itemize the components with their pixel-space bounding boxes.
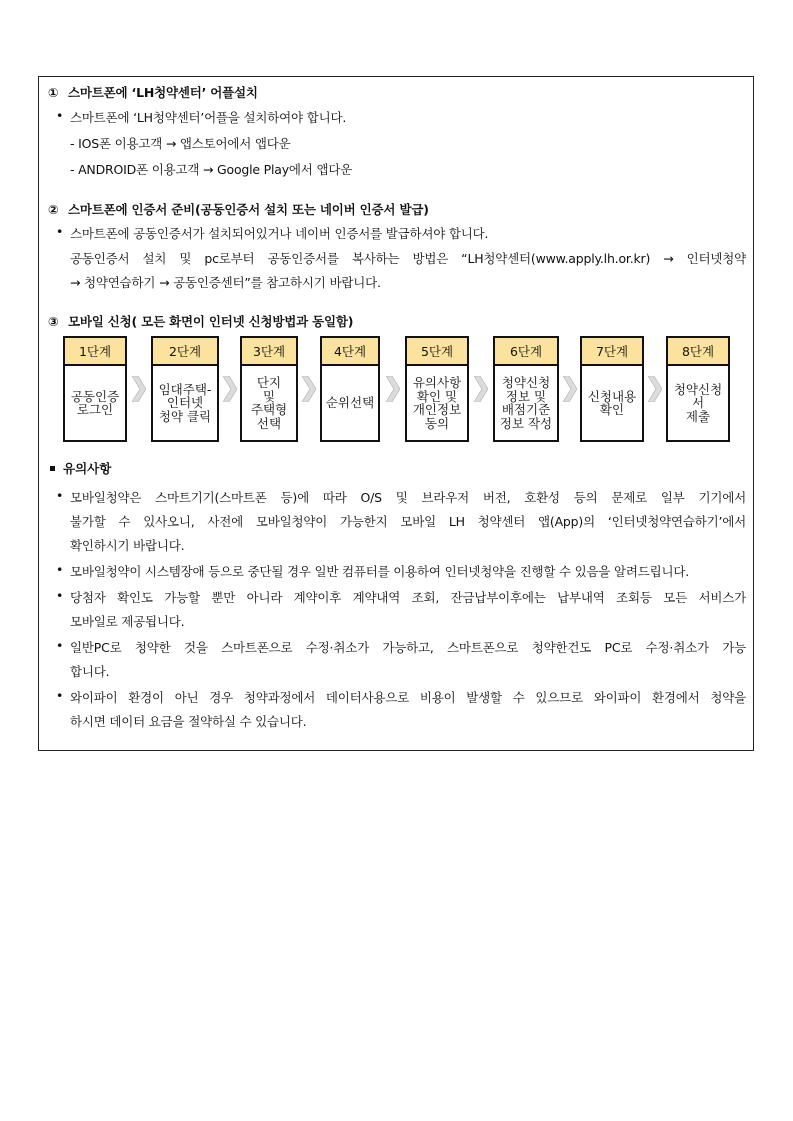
bullet: • [56,588,64,603]
notice-item-2-line-1: 모바일청약이 시스템장애 등으로 중단될 경우 일반 컴퓨터를 이용하여 인터넷청약을 진행할 수 있음을 알려드립니다. [70,564,690,579]
step-7-label: 7단계 [580,336,644,366]
step-2-label: 2단계 [151,336,219,366]
chevron-right-icon [223,376,237,402]
chevron-right-icon [474,376,488,402]
step-5-description: 유의사항 확인 및 개인정보 동의 [405,366,469,442]
notice-item-3-line-1: 당첨자 확인도 가능할 뿐만 아니라 계약이후 계약내역 조회, 잔금납부이후에는 납부내역 조회등 모든 서비스가 [70,590,746,605]
chevron-right-icon [563,376,577,402]
section3-title-text: 모바일 신청( 모든 화면이 인터넷 신청방법과 동일함) [68,314,354,329]
section2-number: ② [48,202,59,217]
step-6-description: 청약신청 정보 및 배점기준 정보 작성 [493,366,559,442]
notice-item-5-line-1: 와이파이 환경이 아닌 경우 청약과정에서 데이터사용으로 비용이 발생할 수 있으므로 와이파이 환경에서 청약을 [70,690,746,705]
section3-title [48,312,353,330]
section1-title-text: 스마트폰에 ‘LH청약센터’ 어플설치 [68,85,258,100]
chevron-right-icon [132,376,146,402]
step-6-label: 6단계 [493,336,559,366]
notice-item-3-line-2: 모바일로 제공됩니다. [70,614,185,629]
step-7-description: 신청내용 확인 [580,366,644,442]
bullet: • [56,562,64,577]
bullet: • [56,224,64,239]
chevron-right-icon [648,376,662,402]
section2-line1: 스마트폰에 공동인증서가 설치되어있거나 네이버 인증서를 발급하셔야 합니다. [70,226,489,241]
step-3-description: 단지 및 주택형 선택 [240,366,298,442]
bullet: • [56,688,64,703]
section1-line1: 스마트폰에 ‘LH청약센터’어플을 설치하여야 합니다. [70,110,347,125]
step-3-label: 3단계 [240,336,298,366]
section1-number: ① [48,85,59,100]
chevron-right-icon [302,376,316,402]
notice-item-1-line-3: 확인하시기 바랍니다. [70,538,185,553]
square-bullet-icon [50,466,55,471]
section1-line2: - IOS폰 이용고객 → 앱스토어에서 앱다운 [70,136,291,151]
section2-title [48,200,429,218]
notice-item-4-line-2: 합니다. [70,664,110,679]
bullet: • [56,108,64,123]
step-4-label: 4단계 [320,336,380,366]
bullet: • [56,638,64,653]
section1-title [48,83,258,101]
step-8-label: 8단계 [666,336,730,366]
notice-title [50,459,111,477]
section1-line3: - ANDROID폰 이용고객 → Google Play에서 앱다운 [70,162,353,177]
notice-item-1-line-1: 모바일청약은 스마트기기(스마트폰 등)에 따라 O/S 및 브라우저 버전, 호환성 등의 문제로 일부 기기에서 [70,490,746,505]
bullet: • [56,488,64,503]
section2-line3: → 청약연습하기 → 공동인증센터”를 참고하시기 바랍니다. [70,275,381,290]
notice-item-5-line-2: 하시면 데이터 요금을 절약하실 수 있습니다. [70,714,307,729]
notice-item-1-line-2: 불가할 수 있사오니, 사전에 모바일청약이 가능한지 모바일 LH 청약센터 앱(App)의 ‘인터넷청약연습하기’에서 [70,514,746,529]
step-4-description: 순위선택 [320,366,380,442]
chevron-right-icon [386,376,400,402]
step-5-label: 5단계 [405,336,469,366]
section2-title-text: 스마트폰에 인증서 준비(공동인증서 설치 또는 네이버 인증서 발급) [68,202,429,217]
section3-number: ③ [48,314,59,329]
step-1-label: 1단계 [63,336,127,366]
step-2-description: 임대주택- 인터넷 청약 클릭 [151,366,219,442]
step-1-description: 공동인증 로그인 [63,366,127,442]
notice-title-text: 유의사항 [63,461,112,476]
section2-line2: 공동인증서 설치 및 pc로부터 공동인증서를 복사하는 방법은 “LH청약센터(www.apply.lh.or.kr) → 인터넷청약 [70,251,746,266]
notice-item-4-line-1: 일반PC로 청약한 것을 스마트폰으로 수정·취소가 가능하고, 스마트폰으로 청약한건도 PC로 수정·취소가 가능 [70,640,746,655]
step-8-description: 청약신청서 제출 [666,366,730,442]
